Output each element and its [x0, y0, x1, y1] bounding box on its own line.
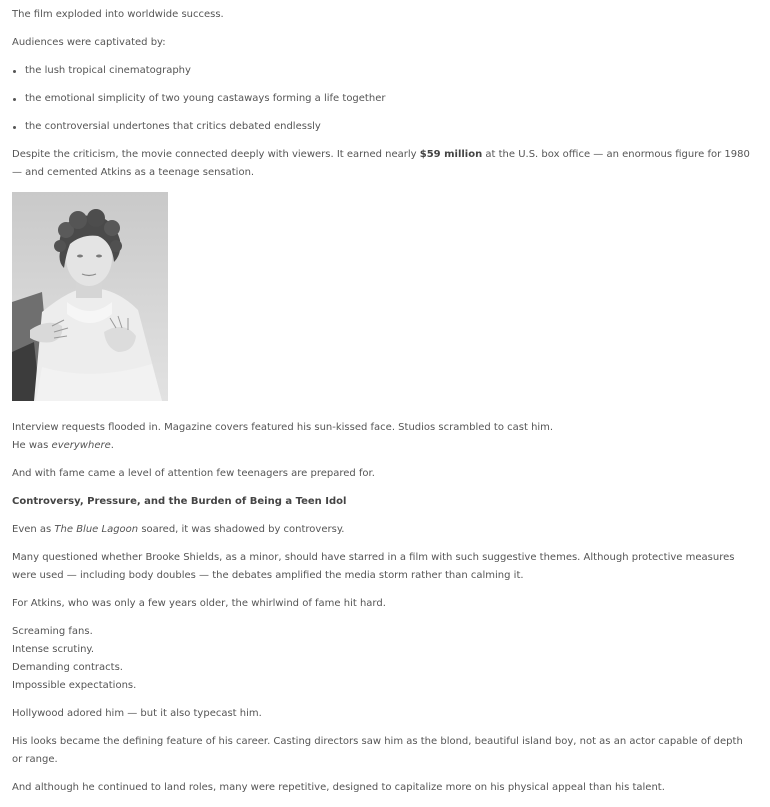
- paragraph-fame: And with fame came a level of attention few teenagers are prepared for.: [12, 468, 375, 479]
- paragraph-shields: Many questioned whether Brooke Shields, as a minor, should have starred in a film with such suggestive themes. Although protective measures were used — including body doubles — the debates amplified the media storm rather than calming it.: [12, 552, 735, 581]
- film-title: The Blue Lagoon: [54, 524, 139, 535]
- paragraph-controversy: [12, 521, 752, 539]
- text-run: soared, it was shadowed by controversy.: [138, 524, 345, 535]
- paragraph-interview: [12, 419, 752, 455]
- line-item: Demanding contracts.: [12, 662, 123, 673]
- text-run: Even as: [12, 524, 55, 535]
- emphasis-text: everywhere: [51, 440, 111, 451]
- line-item: Impossible expectations.: [12, 680, 137, 691]
- bullet-list: [12, 62, 752, 136]
- line-item: Intense scrutiny.: [12, 644, 95, 655]
- text-run: .: [110, 440, 114, 451]
- text-run: Interview requests flooded in. Magazine covers featured his sun-kissed face. Studios scrambled to cast him.: [12, 422, 554, 433]
- text-run: He was: [12, 440, 52, 451]
- paragraph-roles: And although he continued to land roles, many were repetitive, designed to capitalize more on his physical appeal than his talent.: [12, 782, 665, 793]
- box-office-figure: $59 million: [419, 149, 483, 160]
- paragraph-whirlwind: For Atkins, who was only a few years older, the whirlwind of fame hit hard.: [12, 598, 386, 609]
- article-body: [12, 6, 752, 807]
- paragraph-pressures: [12, 623, 752, 695]
- list-item: the emotional simplicity of two young castaways forming a life together: [12, 90, 752, 108]
- portrait-illustration: [12, 192, 168, 401]
- text-run: Despite the criticism, the movie connected deeply with viewers. It earned nearly: [12, 149, 420, 160]
- paragraph-audiences: Audiences were captivated by:: [12, 37, 166, 48]
- list-item: the lush tropical cinematography: [12, 62, 752, 80]
- list-item: the controversial undertones that critics debated endlessly: [12, 118, 752, 136]
- text-run: at the U.S. box office — an enormous figure for 1980 — and cemented Atkins as a teenage sensation.: [12, 149, 750, 178]
- paragraph-box-office: [12, 146, 752, 182]
- paragraph-intro: The film exploded into worldwide success.: [12, 9, 224, 20]
- actor-portrait-image: [12, 192, 168, 401]
- section-heading: Controversy, Pressure, and the Burden of Being a Teen Idol: [12, 496, 347, 507]
- paragraph-typecast: Hollywood adored him — but it also typecast him.: [12, 708, 262, 719]
- line-item: Screaming fans.: [12, 626, 93, 637]
- paragraph-looks: His looks became the defining feature of his career. Casting directors saw him as the blond, beautiful island boy, not as an actor capable of depth or range.: [12, 736, 743, 765]
